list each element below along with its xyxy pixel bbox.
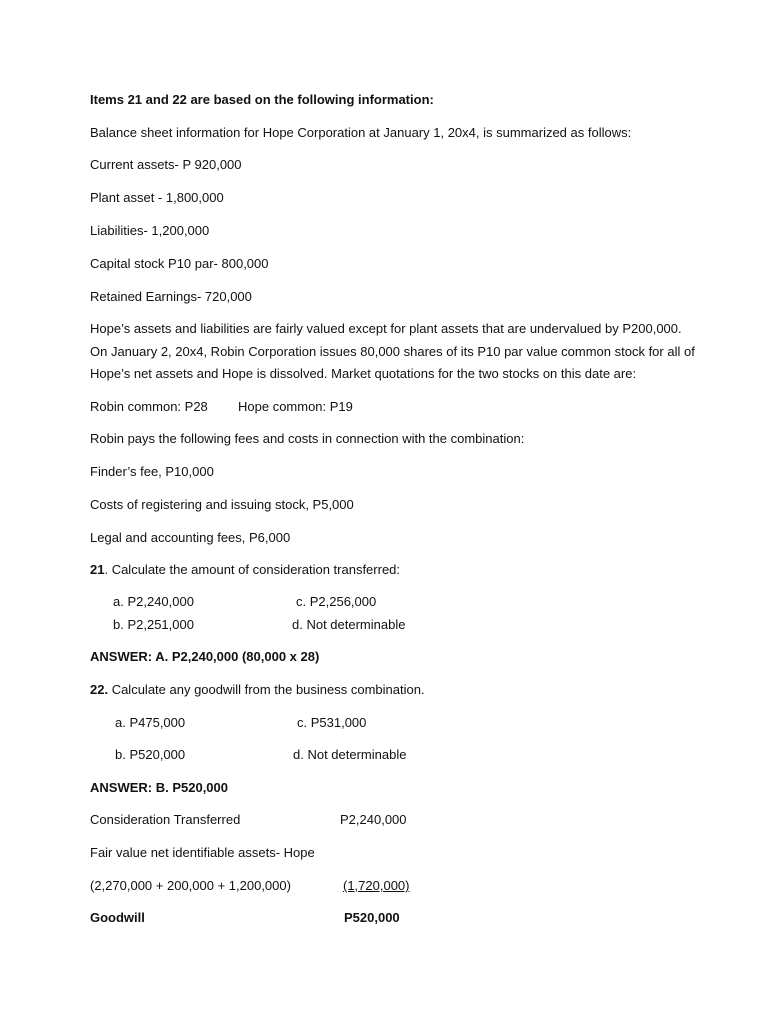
paragraph-line-2: On January 2, 20x4, Robin Corporation issues 80,000 shares of its P10 par value common stock for all of: [90, 344, 695, 359]
balance-item-current-assets: Current assets- P 920,000: [90, 157, 242, 172]
fee-finder: Finder’s fee, P10,000: [90, 464, 214, 479]
balance-item-capital-stock: Capital stock P10 par- 800,000: [90, 256, 269, 271]
paragraph-line-1: Hope’s assets and liabilities are fairly valued except for plant assets that are undervalued by P200,000.: [90, 321, 682, 336]
goodwill-label: Goodwill: [90, 910, 145, 925]
q22-answer: ANSWER: B. P520,000: [90, 780, 228, 795]
question-21-text: . Calculate the amount of consideration transferred:: [104, 562, 401, 577]
fee-registering: Costs of registering and issuing stock, P5,000: [90, 497, 354, 512]
q21-option-c: c. P2,256,000: [296, 594, 377, 609]
question-21: [90, 562, 400, 578]
paragraph-line-3: Hope’s net assets and Hope is dissolved. Market quotations for the two stocks on this date are:: [90, 366, 637, 381]
balance-item-liabilities: Liabilities- 1,200,000: [90, 223, 210, 238]
balance-item-plant-asset: Plant asset - 1,800,000: [90, 190, 224, 205]
fair-value-label: Fair value net identifiable assets- Hope: [90, 845, 315, 860]
q21-option-a: a. P2,240,000: [113, 594, 194, 609]
consideration-label: Consideration Transferred: [90, 812, 241, 827]
q22-option-b: b. P520,000: [115, 747, 186, 762]
question-22-number: 22.: [90, 682, 109, 697]
q21-option-b: b. P2,251,000: [113, 617, 194, 632]
q21-answer: ANSWER: A. P2,240,000 (80,000 x 28): [90, 649, 320, 664]
question-21-number: 21: [90, 562, 105, 577]
fair-value-amount: (1,720,000): [343, 878, 410, 893]
question-22-text: Calculate any goodwill from the business combination.: [108, 682, 425, 697]
quote-hope: Hope common: P19: [238, 399, 353, 414]
fees-intro: Robin pays the following fees and costs in connection with the combination:: [90, 431, 525, 446]
consideration-value: P2,240,000: [340, 812, 407, 827]
q21-option-d: d. Not determinable: [292, 617, 406, 632]
q22-option-a: a. P475,000: [115, 715, 186, 730]
intro-text: Balance sheet information for Hope Corporation at January 1, 20x4, is summarized as follows:: [90, 125, 632, 140]
fee-legal: Legal and accounting fees, P6,000: [90, 530, 291, 545]
goodwill-value: P520,000: [344, 910, 400, 925]
q22-option-d: d. Not determinable: [293, 747, 407, 762]
q22-option-c: c. P531,000: [297, 715, 367, 730]
quote-robin: Robin common: P28: [90, 399, 208, 414]
section-heading: Items 21 and 22 are based on the following information:: [90, 92, 434, 107]
question-22: [90, 682, 425, 698]
fair-value-calc: (2,270,000 + 200,000 + 1,200,000): [90, 878, 291, 893]
balance-item-retained-earnings: Retained Earnings- 720,000: [90, 289, 252, 304]
